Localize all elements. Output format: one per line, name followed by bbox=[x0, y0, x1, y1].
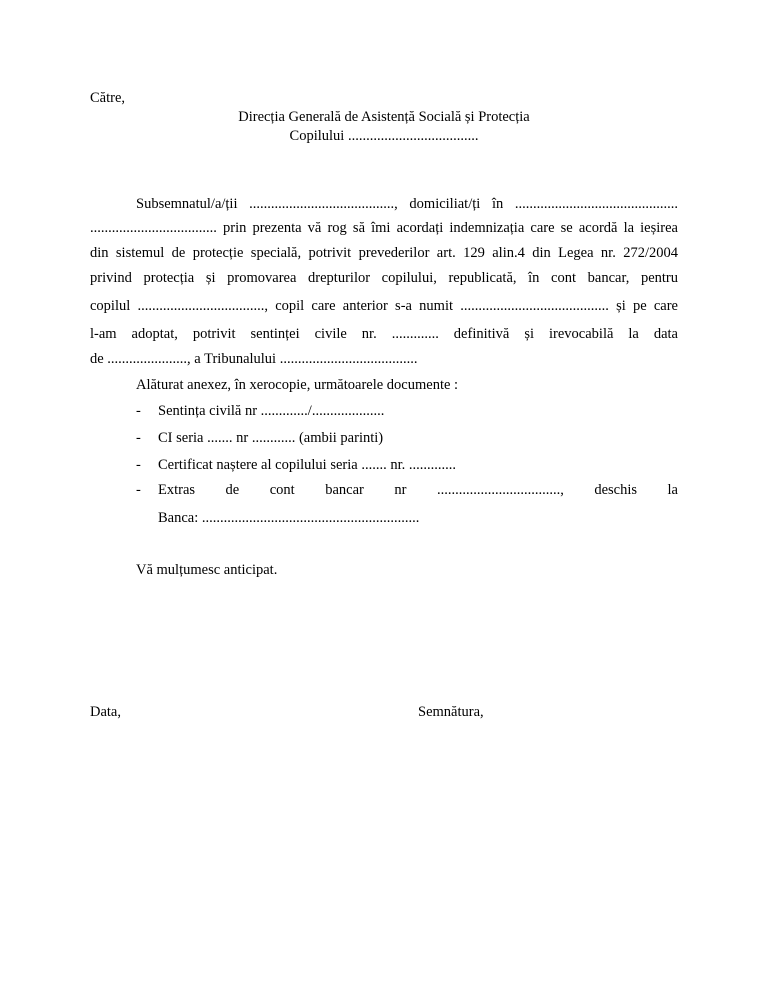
bank-word: deschis bbox=[594, 482, 637, 498]
paragraph-line: Subsemnatul/a/ții ........................................, domiciliat/ți în ............................................. bbox=[136, 196, 678, 212]
signature-label: Semnătura, bbox=[418, 704, 484, 720]
date-label: Data, bbox=[90, 704, 121, 720]
bank-word: nr bbox=[394, 482, 407, 498]
bank-word: Extras bbox=[158, 482, 196, 498]
recipient-line-1: Direcția Generală de Asistență Socială și Protecția bbox=[238, 109, 530, 125]
recipient-line-2: Copilului .................................... bbox=[289, 128, 479, 144]
bank-name-line: Banca: ............................................................ bbox=[158, 510, 420, 526]
attachment-item: CI seria ....... nr ............ (ambii parinti) bbox=[158, 430, 384, 446]
bank-statement-item bbox=[158, 480, 678, 500]
attachments-intro: Alăturat anexez, în xerocopie, următoarele documente : bbox=[136, 377, 459, 393]
paragraph-line: din sistemul de protecție specială, potrivit prevederilor art. 129 alin.4 din Legea nr. 272/2004 bbox=[90, 245, 678, 261]
bank-word: cont bbox=[269, 482, 295, 498]
addressee-label: Către, bbox=[90, 90, 126, 106]
bank-word: la bbox=[667, 482, 678, 498]
bullet-dash: - bbox=[136, 403, 141, 419]
bank-word: de bbox=[225, 482, 240, 498]
paragraph-line: copilul ..................................., copil care anterior s-a numit ......................................... și pe care bbox=[90, 298, 678, 314]
attachment-item: Certificat naștere al copilului seria ....... nr. ............. bbox=[158, 457, 456, 473]
closing-thanks: Vă mulțumesc anticipat. bbox=[136, 562, 278, 578]
paragraph-line: l-am adoptat, potrivit sentinței civile nr. ............. definitivă și irevocabilă la data bbox=[90, 326, 678, 342]
bullet-dash: - bbox=[136, 482, 141, 498]
bullet-dash: - bbox=[136, 457, 141, 473]
bank-word: .................................., bbox=[436, 482, 564, 498]
paragraph-line: ................................... prin prezenta vă rog să îmi acordați indemnizația care se acordă la ieșirea bbox=[90, 220, 678, 236]
attachment-item: Sentința civilă nr ............./.................... bbox=[158, 403, 385, 419]
paragraph-line: privind protecția și promovarea drepturilor copilului, republicată, în cont bancar, pentru bbox=[90, 270, 678, 286]
paragraph-line: de ......................, a Tribunalului ...................................... bbox=[90, 351, 418, 367]
bullet-dash: - bbox=[136, 430, 141, 446]
bank-word: bancar bbox=[325, 482, 364, 498]
